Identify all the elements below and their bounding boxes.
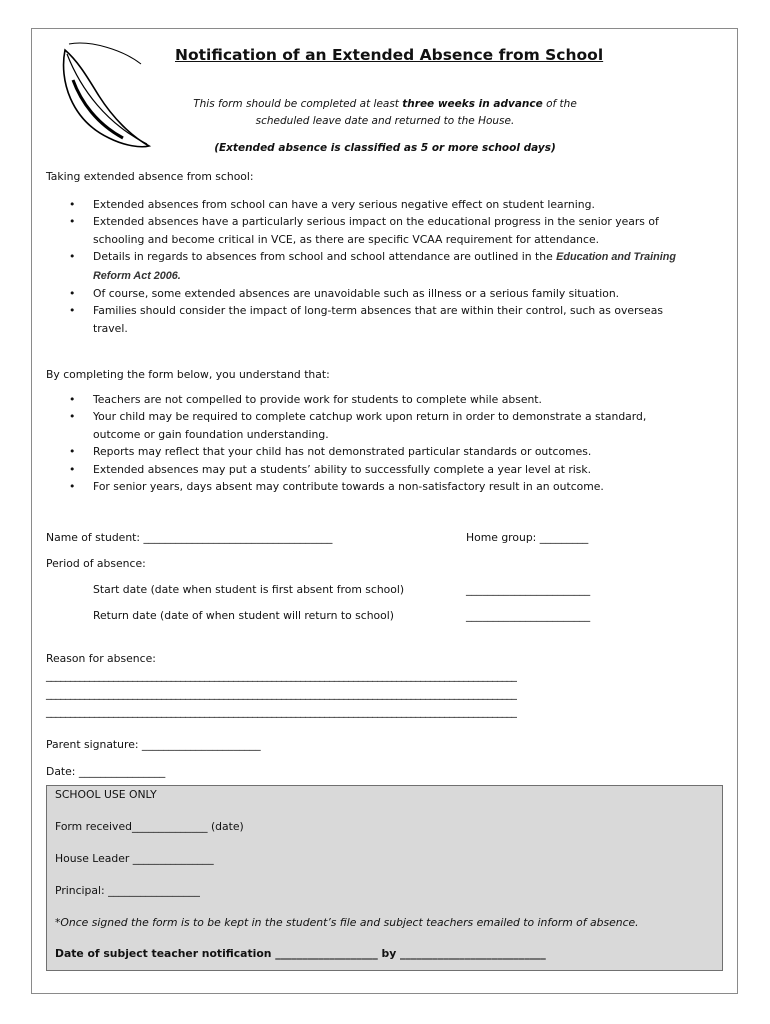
- section1-bullet-list: [47, 196, 697, 337]
- list-item: • Extended absences may put a students’ ability to successfully complete a year level at risk.: [47, 461, 697, 478]
- intro-before: This form should be completed at least: [193, 98, 403, 110]
- reason-label: Reason for absence:: [46, 652, 156, 665]
- student-name-field[interactable]: Name of student: ___________________________________: [46, 531, 333, 544]
- list-item-text: Extended absences have a particularly serious impact on the educational progress in the senior years of schooling and become critical in VCE, as there are specific VCAA requirement for attendance.: [93, 215, 659, 246]
- intro-emphasis: three weeks in advance: [402, 98, 543, 110]
- teacher-notification-field[interactable]: Date of subject teacher notification ___________________ by ___________________________: [55, 947, 546, 960]
- act-name: Education and Training Reform Act 2006.: [93, 251, 676, 282]
- school-use-box: [46, 785, 723, 971]
- list-item: • Your child may be required to complete catchup work upon return in order to demonstrate a standard, outcome or gain foundation understanding.: [47, 408, 697, 443]
- list-item: • Extended absences from school can have a very serious negative effect on student learning.: [47, 196, 697, 213]
- return-date-field[interactable]: _______________________: [466, 609, 591, 622]
- section2-heading: By completing the form below, you understand that:: [46, 368, 330, 381]
- list-item-text: Details in regards to absences from school and school attendance are outlined in the: [93, 250, 557, 264]
- list-item: • For senior years, days absent may contribute towards a non-satisfactory result in an outcome.: [47, 478, 697, 495]
- list-item: • Reports may reflect that your child has not demonstrated particular standards or outcomes.: [47, 443, 697, 460]
- list-item: • Of course, some extended absences are unavoidable such as illness or a serious family situation.: [47, 285, 697, 302]
- school-use-instruction: *Once signed the form is to be kept in the student’s file and subject teachers emailed to inform of absence.: [55, 916, 639, 929]
- school-use-heading: SCHOOL USE ONLY: [55, 788, 157, 801]
- reason-line-1[interactable]: __________________________________________________________________________________________________: [46, 669, 517, 682]
- list-item: [47, 213, 697, 248]
- form-received-field[interactable]: Form received______________ (date): [55, 820, 244, 833]
- reason-line-2[interactable]: __________________________________________________________________________________________________: [46, 687, 517, 700]
- list-item: • Teachers are not compelled to provide work for students to complete while absent.: [47, 391, 697, 408]
- return-date-label: Return date (date of when student will return to school): [93, 609, 394, 622]
- start-date-field[interactable]: _______________________: [466, 583, 591, 596]
- date-field[interactable]: Date: ________________: [46, 765, 166, 778]
- principal-field[interactable]: Principal: _________________: [55, 884, 200, 897]
- home-group-field[interactable]: Home group: _________: [466, 531, 589, 544]
- period-label: Period of absence:: [46, 557, 146, 570]
- intro-text: [170, 96, 600, 130]
- reason-line-3[interactable]: __________________________________________________________________________________________________: [46, 705, 517, 718]
- leaf-logo-icon: [51, 40, 153, 158]
- list-item: [47, 248, 697, 285]
- list-item: • Families should consider the impact of long-term absences that are within their control, such as overseas travel.: [47, 302, 697, 337]
- extended-absence-note: (Extended absence is classified as 5 or more school days): [214, 142, 556, 154]
- page-title: Notification of an Extended Absence from School: [175, 46, 604, 64]
- intro-after: of the scheduled leave date and returned to the House.: [255, 98, 577, 127]
- parent-signature-field[interactable]: Parent signature: ______________________: [46, 738, 261, 751]
- section2-bullet-list: [47, 391, 697, 495]
- start-date-label: Start date (date when student is first absent from school): [93, 583, 405, 596]
- house-leader-field[interactable]: House Leader _______________: [55, 852, 214, 865]
- section1-heading: Taking extended absence from school:: [46, 170, 254, 183]
